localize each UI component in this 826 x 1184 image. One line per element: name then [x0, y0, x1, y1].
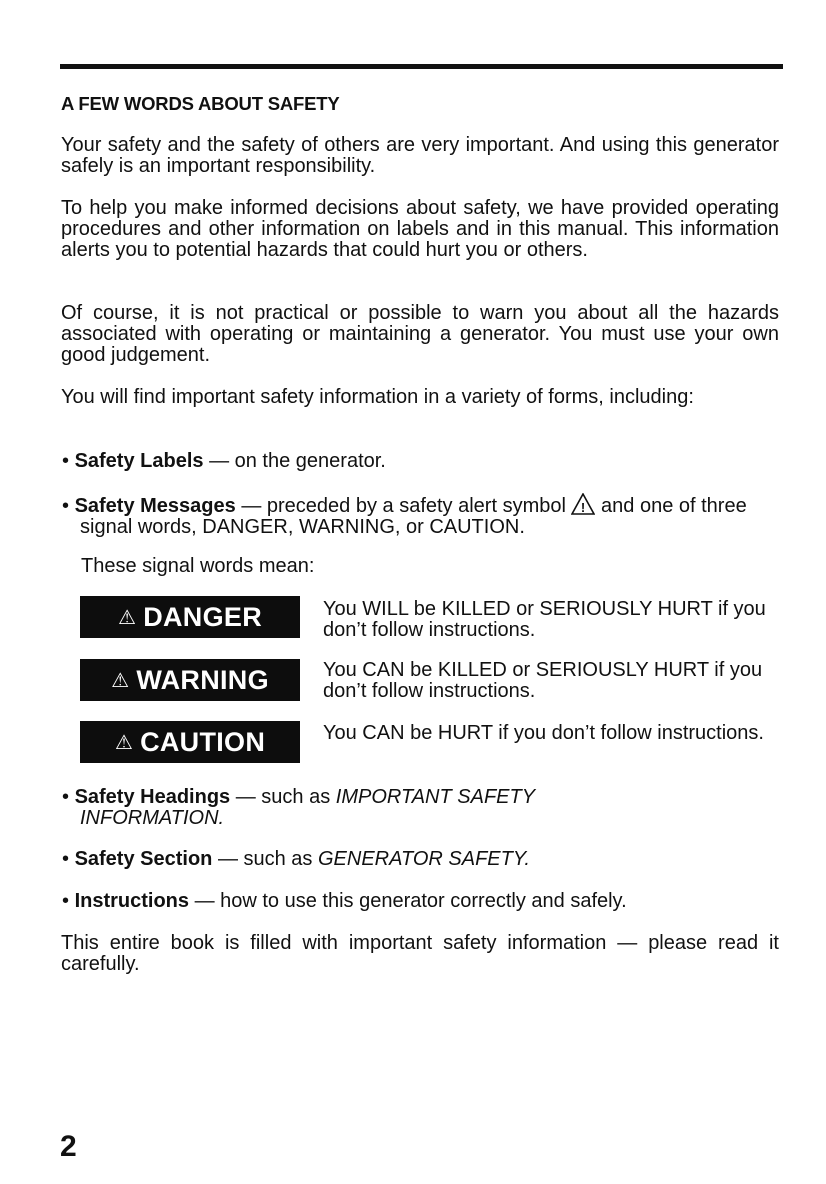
bullet-instructions: • Instructions — how to use this generator correctly and safely.: [62, 890, 627, 912]
caution-meaning: You CAN be HURT if you don’t follow instructions.: [323, 722, 764, 744]
bullet-text: — such as: [230, 786, 336, 808]
warning-meaning: You CAN be KILLED or SERIOUSLY HURT if you don’t follow instructions.: [323, 659, 763, 702]
page-heading: A FEW WORDS ABOUT SAFETY: [61, 93, 340, 114]
signal-intro: These signal words mean:: [81, 555, 315, 577]
bullet-example: GENERATOR SAFETY.: [318, 848, 530, 870]
alert-icon: ⚠: [117, 606, 137, 629]
bullet-safety-headings: • Safety Headings — such as IMPORTANT SAFETY INFORMATION.: [62, 786, 535, 829]
bullet-safety-labels: • Safety Labels — on the generator.: [62, 450, 386, 472]
signal-word: DANGER: [143, 601, 263, 632]
bullet-safety-section: • Safety Section — such as GENERATOR SAFETY.: [62, 848, 530, 870]
paragraph-closing: This entire book is filled with important safety information — please read it carefully.: [61, 932, 779, 975]
bullet-safety-messages: • Safety Messages — preceded by a safety alert symbol ! and one of three signal words, DANGER, WARNING, or CAUTION.: [62, 495, 747, 538]
caution-label: [80, 721, 300, 763]
bullet-text: — how to use this generator correctly and safely.: [189, 890, 627, 912]
paragraph-practical: Of course, it is not practical or possible to warn you about all the hazards associated with operating or maintaining a generator. You must use your own good judgement.: [61, 302, 779, 366]
paragraph-intro: Your safety and the safety of others are very important. And using this generator safely is an important responsibility.: [61, 134, 779, 177]
danger-label: [80, 596, 300, 638]
svg-text:!: !: [581, 500, 586, 515]
bullet-term: Instructions: [74, 890, 190, 912]
bullet-term: Safety Messages: [74, 495, 236, 517]
page-number: 2: [60, 1130, 77, 1163]
bullet-term: Safety Labels: [74, 450, 204, 472]
paragraph-forms: You will find important safety information in a variety of forms, including:: [61, 386, 694, 408]
bullet-term: Safety Headings: [74, 786, 231, 808]
warning-label: [80, 659, 300, 701]
bullet-example: IMPORTANT SAFETY INFORMATION.: [80, 786, 535, 829]
signal-word: CAUTION: [140, 726, 266, 757]
bullet-text: — preceded by a safety alert symbol: [235, 495, 572, 517]
bullet-text-after: and one of three signal words, DANGER, WARNING, or CAUTION.: [80, 495, 747, 538]
bullet-text: — on the generator.: [203, 450, 386, 472]
danger-meaning: You WILL be KILLED or SERIOUSLY HURT if you don’t follow instructions.: [323, 598, 766, 641]
safety-alert-icon: [571, 493, 595, 515]
bullet-text: — such as: [212, 848, 318, 870]
paragraph-decisions: To help you make informed decisions about safety, we have provided operating procedures and other information on labels and in this manual. This information alerts you to potential hazards that could hurt you or others.: [61, 197, 779, 261]
alert-icon: ⚠: [111, 669, 130, 692]
bullet-term: Safety Section: [74, 848, 213, 870]
signal-word: WARNING: [136, 664, 269, 695]
alert-icon: ⚠: [114, 731, 134, 754]
top-rule: [60, 64, 783, 69]
